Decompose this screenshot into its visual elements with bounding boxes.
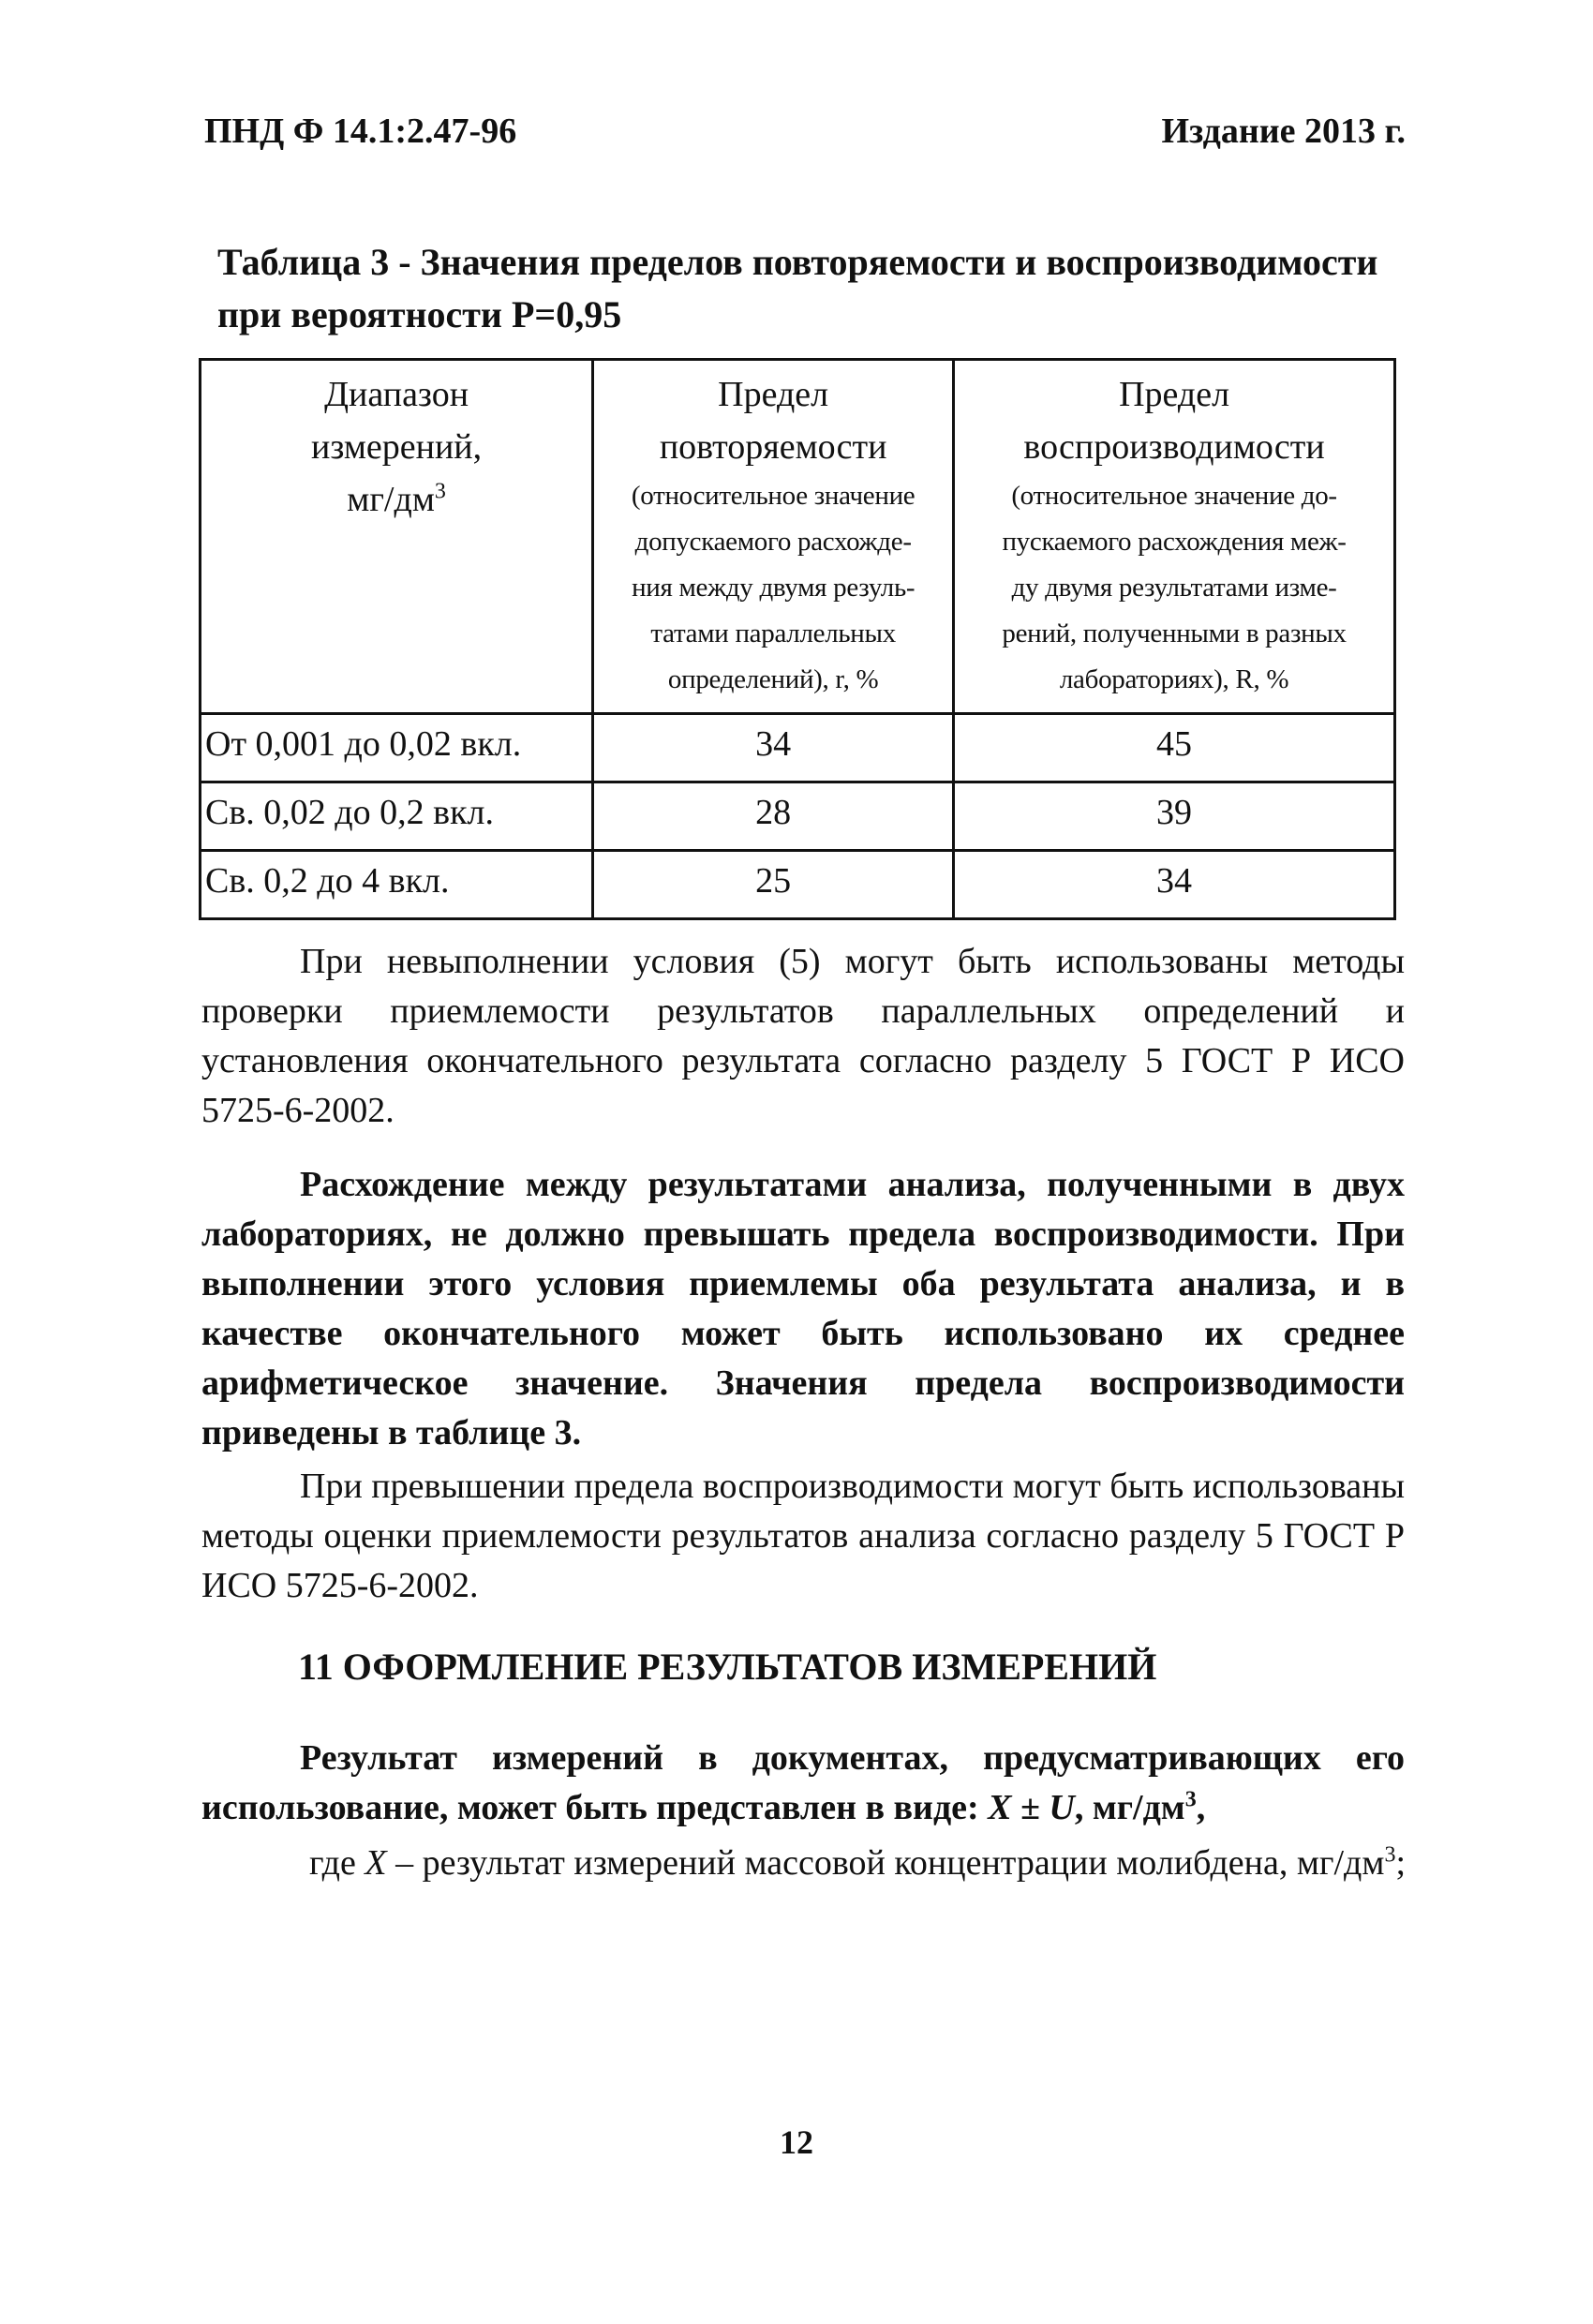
header-range-line2: измерений, (311, 427, 483, 467)
header-repeatability-note4: татами параллельных (650, 618, 896, 648)
table-caption (217, 236, 1398, 341)
result-format-text: Результат измерений в документах, предусматривающих его использование, может быть представлен в виде: (201, 1738, 1405, 1827)
definition-end: ; (1395, 1843, 1406, 1883)
repeatability-cell: 34 (593, 714, 954, 782)
header-repeatability (593, 360, 954, 714)
header-repeatability-note2: допускаемого расхожде- (634, 527, 912, 557)
repeatability-cell: 25 (593, 851, 954, 919)
reproducibility-cell: 34 (954, 851, 1395, 919)
edition-label: Издание 2013 г. (1161, 112, 1406, 151)
formula-end: , (1196, 1788, 1206, 1827)
header-repeatability-title2: повторяемости (659, 427, 887, 467)
definition-sup: 3 (1384, 1842, 1396, 1868)
definition-x: X (365, 1843, 387, 1883)
table-row (201, 851, 1395, 919)
formula-u: U (1049, 1788, 1075, 1827)
paragraph-result-format (201, 1734, 1405, 1833)
reproducibility-cell: 45 (954, 714, 1395, 782)
definition-line (234, 1839, 1406, 1888)
paragraph-reproducibility-condition: Расхождение между результатами анализа, полученными в двух лабораториях, не должно превышать предела воспроизводимости. При выполнении этого условия приемлемы оба результата анализа, и в качестве окончательного может быть использовано их среднее арифметическое значение. Значения предела воспроизводимости приведены в таблице 3. (201, 1165, 1405, 1452)
header-range-line1: Диапазон (324, 375, 469, 414)
header-reproducibility-note4: рений, полученными в разных (1002, 618, 1347, 648)
table-caption-line2: при вероятности P=0,95 (217, 293, 622, 335)
header-repeatability-note3: ния между двумя резуль- (632, 573, 916, 603)
page-number: 12 (780, 2123, 813, 2161)
formula-plus-minus: ± (1011, 1788, 1050, 1827)
table-caption-line1: Таблица 3 - Значения пределов повторяемости и воспроизводимости (217, 241, 1378, 283)
formula-unit-sup: 3 (1184, 1787, 1197, 1812)
header-reproducibility-note3: ду двумя результатами изме- (1011, 573, 1337, 603)
unit-text: мг/дм (347, 480, 435, 519)
repeatability-cell: 28 (593, 782, 954, 851)
definition-text: – результат измерений массовой концентрации молибдена, мг/дм (386, 1843, 1385, 1883)
range-cell: От 0,001 до 0,02 вкл. (201, 714, 593, 782)
header-repeatability-note5: определений), r, % (667, 664, 879, 694)
range-cell: Св. 0,2 до 4 вкл. (201, 851, 593, 919)
formula-x: X (988, 1788, 1012, 1827)
header-repeatability-title1: Предел (718, 375, 829, 414)
header-range (201, 360, 593, 714)
paragraph-exceeding-limit: При превышении предела воспроизводимости могут быть использованы методы оценки приемлемости результатов анализа согласно разделу 5 ГОСТ Р ИСО 5725-6-2002. (201, 1467, 1405, 1605)
header-reproducibility-note1: (относительное значение до- (1011, 481, 1337, 511)
unit-sup: 3 (434, 479, 446, 504)
header-reproducibility (954, 360, 1395, 714)
table-row (201, 714, 1395, 782)
paragraph-acceptability-methods: При невыполнении условия (5) могут быть использованы методы проверки приемлемости результатов параллельных определений и установления окончательного результата согласно разделу 5 ГОСТ Р ИСО 5725-6-2002. (201, 942, 1405, 1130)
range-cell: Св. 0,02 до 0,2 вкл. (201, 782, 593, 851)
header-repeatability-note1: (относительное значение (631, 481, 916, 511)
formula-unit: , мг/дм (1074, 1788, 1185, 1827)
table-header-row (201, 360, 1395, 714)
header-reproducibility-note2: пускаемого расхождения меж- (1002, 527, 1347, 557)
header-range-unit (201, 473, 591, 526)
definition-prefix: где (308, 1843, 365, 1883)
document-code: ПНД Ф 14.1:2.47-96 (204, 112, 517, 151)
table-row (201, 782, 1395, 851)
limits-table (199, 358, 1396, 920)
section-title: 11 ОФОРМЛЕНИЕ РЕЗУЛЬТАТОВ ИЗМЕРЕНИЙ (298, 1646, 1157, 1688)
header-reproducibility-note5: лабораториях), R, % (1059, 664, 1289, 694)
header-reproducibility-title1: Предел (1119, 375, 1230, 414)
header-reproducibility-title2: воспроизводимости (1023, 427, 1325, 467)
reproducibility-cell: 39 (954, 782, 1395, 851)
